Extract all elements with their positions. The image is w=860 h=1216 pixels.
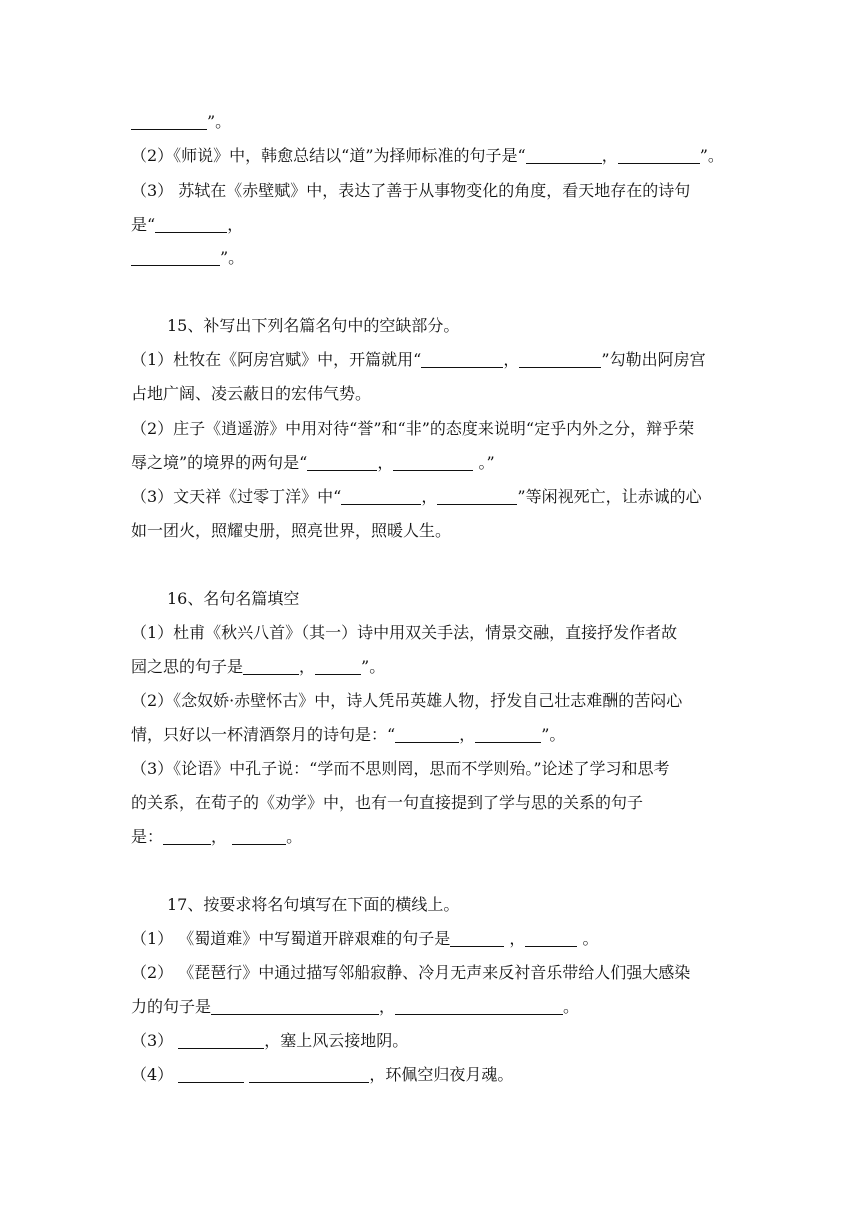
q17-item-2-cont: 力的句子是 ， 。 [131,997,580,1016]
q14-item-3-end: ”。 [131,247,244,269]
question-15-heading: 15、补写出下列名篇名句中的空缺部分。 [167,316,460,335]
q15-item-1: （1）杜牧在《阿房宫赋》中，开篇就用“ ， ”勾勒出阿房宫 [131,350,706,369]
q16-item-1-cont: 园之思的句子是 ， ”。 [131,657,386,676]
q15-item-3-cont: 如一团火，照耀史册，照亮世界，照暖人生。 [131,521,452,540]
blank-line[interactable] [421,351,503,368]
blank-line[interactable] [211,998,379,1015]
blank-line[interactable] [178,1066,244,1083]
blank-line[interactable] [315,658,361,675]
blank-line[interactable] [178,1032,264,1049]
q16-item-2-cont: 情，只好以一杯清酒祭月的诗句是：“ ， ”。 [131,725,566,744]
blank-line[interactable] [450,930,504,947]
blank-line[interactable] [155,216,227,233]
q15-item-3: （3）文天祥《过零丁洋》中“ ， ”等闲视死亡，让赤诚的心 [131,487,702,506]
q15-item-2-cont: 辱之境”的境界的两句是“ ， 。” [131,453,495,472]
blank-line[interactable] [475,726,541,743]
blank-line[interactable] [618,147,700,164]
blank-line[interactable] [393,454,473,471]
q14-item-3: （3） 苏轼在《赤壁赋》中，表达了善于从事物变化的角度，看天地存在的诗句 [131,181,691,200]
q16-item-3-end: 是： ， 。 [131,827,303,846]
q15-item-2: （2）庄子《逍遥游》中用对待“誉”和“非”的态度来说明“定乎内外之分，辩乎荣 [131,419,695,438]
question-17-heading: 17、按要求将名句填写在下面的横线上。 [167,895,460,914]
blank-line[interactable] [395,998,563,1015]
q17-item-4: （4） ，环佩空归夜月魂。 [131,1065,514,1084]
q16-item-3-cont: 的关系，在荀子的《劝学》中，也有一句直接提到了学与思的关系的句子 [131,793,644,812]
q14-line-1-end: ”。 [131,111,231,133]
blank-line[interactable] [232,828,286,845]
blank-line[interactable] [395,726,459,743]
blank-line[interactable] [526,147,602,164]
blank-line[interactable] [525,930,577,947]
q15-item-1-cont: 占地广阔、凌云蔽日的宏伟气势。 [131,384,372,403]
blank-line[interactable] [131,249,220,266]
q16-item-1: （1）杜甫《秋兴八首》（其一）诗中用双关手法，情景交融，直接抒发作者故 [131,623,678,642]
blank-line[interactable] [163,828,211,845]
blank-line[interactable] [249,1066,369,1083]
q16-item-3: （3）《论语》中孔子说：“学而不思则罔，思而不学则殆。”论述了学习和思考 [131,759,670,778]
q14-item-3-cont: 是“ ， [131,215,244,234]
blank-line[interactable] [243,658,299,675]
blank-line[interactable] [131,113,207,130]
q17-item-2: （2） 《琵琶行》中通过描写邻船寂静、冷月无声来反衬音乐带给人们强大感染 [131,963,691,982]
q17-item-3: （3） ，塞上风云接地阴。 [131,1031,409,1050]
question-16-heading: 16、名句名篇填空 [167,589,300,608]
q14-item-2: （2）《师说》中，韩愈总结以“道”为择师标准的句子是“ ， ”。 [131,146,724,165]
blank-line[interactable] [437,488,517,505]
blank-line[interactable] [341,488,421,505]
blank-line[interactable] [307,454,377,471]
q17-item-1: （1） 《蜀道难》中写蜀道开辟艰难的句子是 ， 。 [131,929,599,948]
blank-line[interactable] [519,351,601,368]
q16-item-2: （2）《念奴娇·赤壁怀古》中，诗人凭吊英雄人物，抒发自己壮志难酬的苦闷心 [131,691,683,710]
